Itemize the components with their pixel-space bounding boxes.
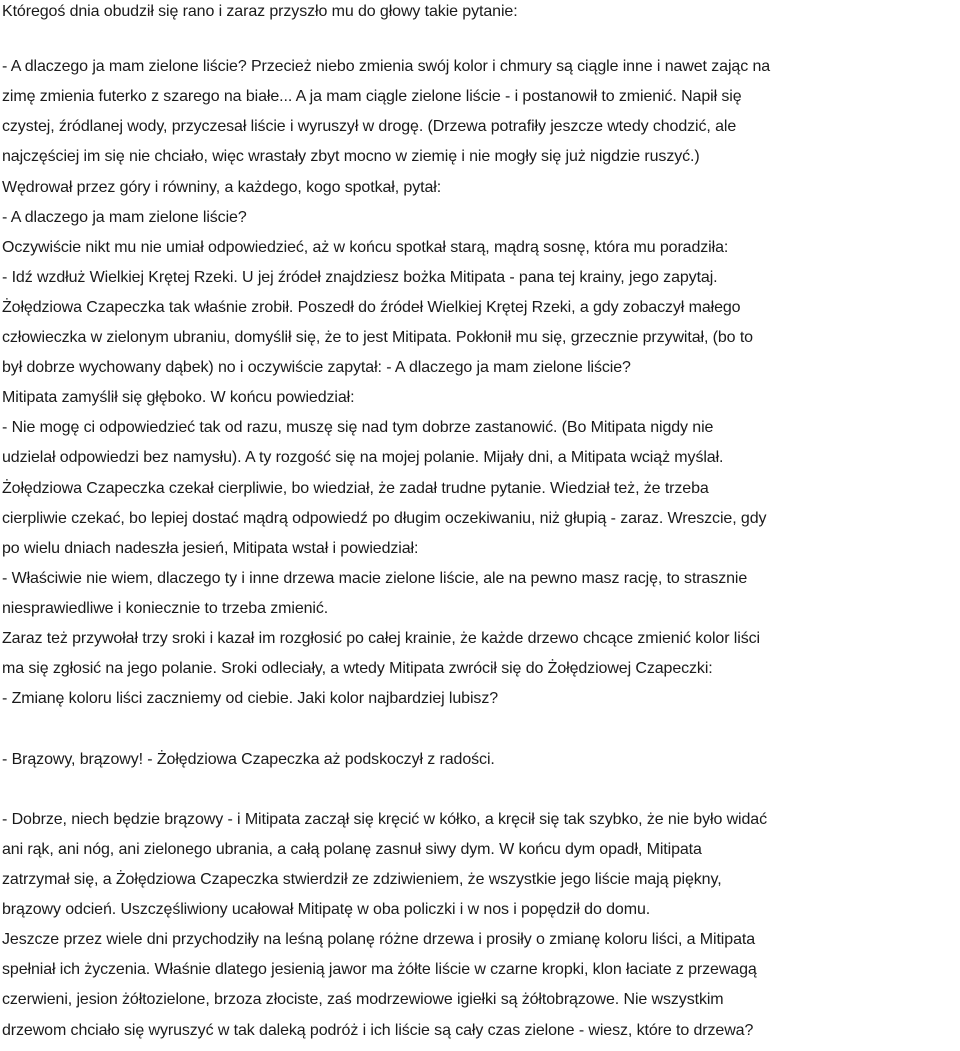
text-line: - Właściwie nie wiem, dlaczego ty i inne drzewa macie zielone liście, ale na pewno masz rację, to strasznie	[2, 570, 748, 587]
text-line: Zaraz też przywołał trzy sroki i kazał im rozgłosić po całej krainie, że każde drzewo chcące zmienić kolor liści	[2, 630, 760, 647]
text-line: - Dobrze, niech będzie brązowy - i Mitipata zaczął się kręcić w kółko, a kręcił się tak szybko, że nie było widać	[2, 811, 768, 828]
text-line: - Brązowy, brązowy! - Żołędziowa Czapeczka aż podskoczył z radości.	[2, 751, 495, 768]
text-line: po wielu dniach nadeszła jesień, Mitipata wstał i powiedział:	[2, 540, 419, 557]
text-line: spełniał ich życzenia. Właśnie dlatego jesienią jawor ma żółte liście w czarne kropki, klon łaciate z przewagą	[2, 961, 757, 978]
text-line: był dobrze wychowany dąbek) no i oczywiście zapytał: - A dlaczego ja mam zielone liście?	[2, 359, 631, 376]
text-line: - Nie mogę ci odpowiedzieć tak od razu, muszę się nad tym dobrze zastanowić. (Bo Mitipata nigdy nie	[2, 419, 714, 436]
text-line: Żołędziowa Czapeczka tak właśnie zrobił. Poszedł do źródeł Wielkiej Krętej Rzeki, a gdy zobaczył małego	[2, 299, 741, 316]
text-line: niesprawiedliwe i koniecznie to trzeba zmienić.	[2, 600, 329, 617]
text-line: Żołędziowa Czapeczka czekał cierpliwie, bo wiedział, że zadał trudne pytanie. Wiedział też, że trzeba	[2, 480, 709, 497]
text-line: Oczywiście nikt mu nie umiał odpowiedzieć, aż w końcu spotkał starą, mądrą sosnę, która mu poradziła:	[2, 239, 729, 256]
text-line: - A dlaczego ja mam zielone liście?	[2, 209, 247, 226]
text-line: Któregoś dnia obudził się rano i zaraz przyszło mu do głowy takie pytanie:	[2, 3, 518, 20]
text-line: ma się zgłosić na jego polanie. Sroki odleciały, a wtedy Mitipata zwrócił się do Żołędziowej Czapeczki:	[2, 660, 713, 677]
text-line: Wędrował przez góry i równiny, a każdego, kogo spotkał, pytał:	[2, 179, 442, 196]
text-line: zatrzymał się, a Żołędziowa Czapeczka stwierdził ze zdziwieniem, że wszystkie jego liście mają piękny,	[2, 871, 722, 888]
text-line: cierpliwie czekać, bo lepiej dostać mądrą odpowiedź po długim oczekiwaniu, niż głupią - zaraz. Wreszcie, gdy	[2, 510, 767, 527]
text-line: ani rąk, ani nóg, ani zielonego ubrania, a całą polanę zasnuł siwy dym. W końcu dym opadł, Mitipata	[2, 841, 702, 858]
text-line: najczęściej im się nie chciało, więc wrastały zbyt mocno w ziemię i nie mogły się już nigdzie ruszyć.)	[2, 148, 700, 165]
text-line: brązowy odcień. Uszczęśliwiony ucałował Mitipatę w oba policzki i w nos i popędził do domu.	[2, 901, 651, 918]
text-line: zimę zmienia futerko z szarego na białe... A ja mam ciągle zielone liście - i postanowił to zmienić. Napił się	[2, 88, 742, 105]
text-line: - Zmianę koloru liści zaczniemy od ciebie. Jaki kolor najbardziej lubisz?	[2, 690, 499, 707]
text-line: Mitipata zamyślił się głęboko. W końcu powiedział:	[2, 389, 355, 406]
text-line: - A dlaczego ja mam zielone liście? Przecież niebo zmienia swój kolor i chmury są ciągle inne i nawet zając na	[2, 58, 771, 75]
text-line: drzewom chciało się wyruszyć w tak daleką podróż i ich liście są cały czas zielone - wiesz, które to drzewa?	[2, 1022, 754, 1039]
text-line: czystej, źródlanej wody, przyczesał liście i wyruszył w drogę. (Drzewa potrafiły jeszcze wtedy chodzić, ale	[2, 118, 737, 135]
text-line: człowieczka w zielonym ubraniu, domyślił się, że to jest Mitipata. Pokłonił mu się, grzecznie przywitał, (bo to	[2, 329, 753, 346]
text-line: - Idź wzdłuż Wielkiej Krętej Rzeki. U jej źródeł znajdziesz bożka Mitipata - pana tej krainy, jego zapytaj.	[2, 269, 718, 286]
text-line: czerwieni, jesion żółtozielone, brzoza złociste, zaś modrzewiowe igiełki są żółtobrązowe. Nie wszystkim	[2, 991, 724, 1008]
text-line: udzielał odpowiedzi bez namysłu). A ty rozgość się na mojej polanie. Mijały dni, a Mitipata wciąż myślał.	[2, 449, 724, 466]
text-line: Jeszcze przez wiele dni przychodziły na leśną polanę różne drzewa i prosiły o zmianę koloru liści, a Mitipata	[2, 931, 756, 948]
